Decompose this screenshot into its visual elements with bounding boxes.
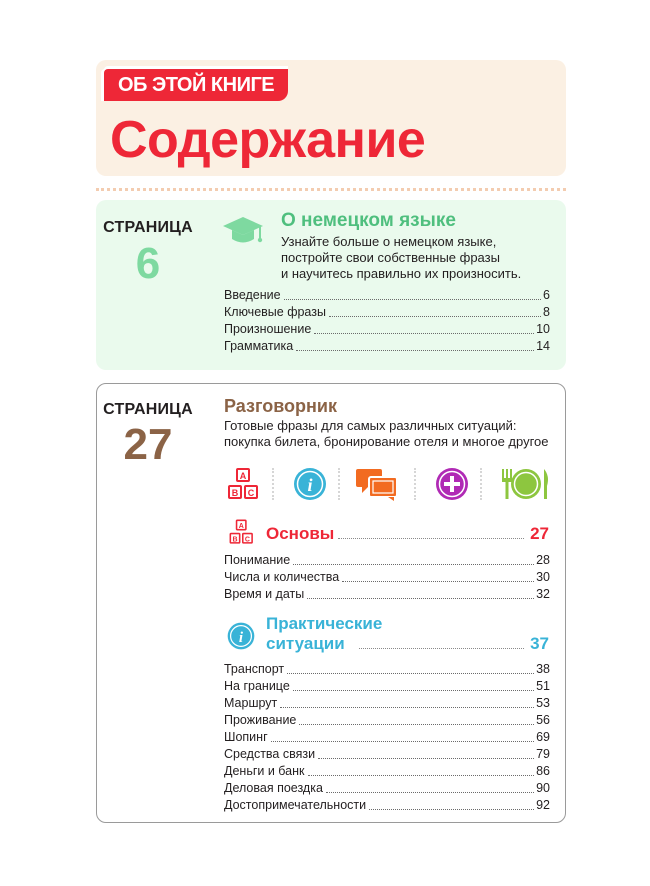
- toc-item-understanding[interactable]: Понимание 28: [224, 553, 550, 567]
- toc-list-basics: [224, 552, 550, 603]
- dotted-divider: [96, 188, 566, 191]
- plate-cutlery-icon[interactable]: [498, 466, 552, 502]
- subsection-practical-title-line1: Практические: [266, 614, 383, 633]
- svg-text:A: A: [239, 471, 247, 481]
- svg-text:C: C: [247, 488, 255, 498]
- svg-text:A: A: [238, 523, 244, 531]
- toc-item-intro[interactable]: Введение 6: [224, 288, 550, 302]
- svg-text:B: B: [231, 488, 239, 498]
- abc-blocks-icon: [228, 518, 256, 546]
- toc-item-pronunciation[interactable]: Произношение 10: [224, 322, 550, 336]
- svg-text:B: B: [232, 536, 238, 544]
- svg-text:i: i: [238, 629, 244, 646]
- abc-blocks-icon[interactable]: [226, 466, 262, 502]
- subsection-practical-heading[interactable]: ситуации 37: [266, 634, 549, 653]
- toc-item-grammar[interactable]: Грамматика 14: [224, 339, 550, 353]
- page-label: СТРАНИЦА: [103, 401, 193, 418]
- plus-icon[interactable]: [434, 466, 470, 502]
- section-title: Разговорник: [224, 396, 337, 416]
- page-number: 27: [123, 420, 173, 469]
- toc-item-time-dates[interactable]: Время и даты 32: [224, 587, 550, 601]
- page-title: Содержание: [110, 111, 426, 169]
- toc-item-route[interactable]: Маршрут 53: [224, 696, 550, 710]
- section-title: О немецком языке: [281, 210, 456, 231]
- page-number: 6: [135, 239, 161, 288]
- graduation-cap-icon: [222, 214, 264, 248]
- speech-bubbles-icon[interactable]: [354, 466, 400, 502]
- toc-item-business-trip[interactable]: Деловая поездка 90: [224, 781, 550, 795]
- svg-text:C: C: [244, 536, 250, 544]
- toc-item-communication[interactable]: Средства связи 79: [224, 747, 550, 761]
- info-icon: [226, 621, 256, 651]
- toc-item-shopping[interactable]: Шопинг 69: [224, 730, 550, 744]
- toc-list: [224, 287, 550, 355]
- toc-list-practical: [224, 661, 550, 814]
- toc-item-key-phrases[interactable]: Ключевые фразы 8: [224, 305, 550, 319]
- category-icon-strip: [226, 466, 552, 502]
- subsection-basics-heading[interactable]: Основы 27: [266, 524, 549, 543]
- section-description: Готовые фразы для самых различных ситуаций: покупка билета, бронирование отеля и многое другое: [224, 418, 549, 449]
- toc-item-money-bank[interactable]: Деньги и банк 86: [224, 764, 550, 778]
- toc-item-accommodation[interactable]: Проживание 56: [224, 713, 550, 727]
- section-kicker: ОБ ЭТОЙ КНИГЕ: [104, 69, 288, 101]
- section-description: Узнайте больше о немецком языке, постройте свои собственные фразы и научитесь правильно их произносить.: [281, 234, 522, 281]
- svg-text:i: i: [307, 475, 313, 495]
- page-label: СТРАНИЦА: [103, 219, 193, 236]
- toc-item-sights[interactable]: Достопримечательности 92: [224, 798, 550, 812]
- info-icon[interactable]: [292, 466, 328, 502]
- toc-item-border[interactable]: На границе 51: [224, 679, 550, 693]
- toc-item-transport[interactable]: Транспорт 38: [224, 662, 550, 676]
- toc-item-numbers[interactable]: Числа и количества 30: [224, 570, 550, 584]
